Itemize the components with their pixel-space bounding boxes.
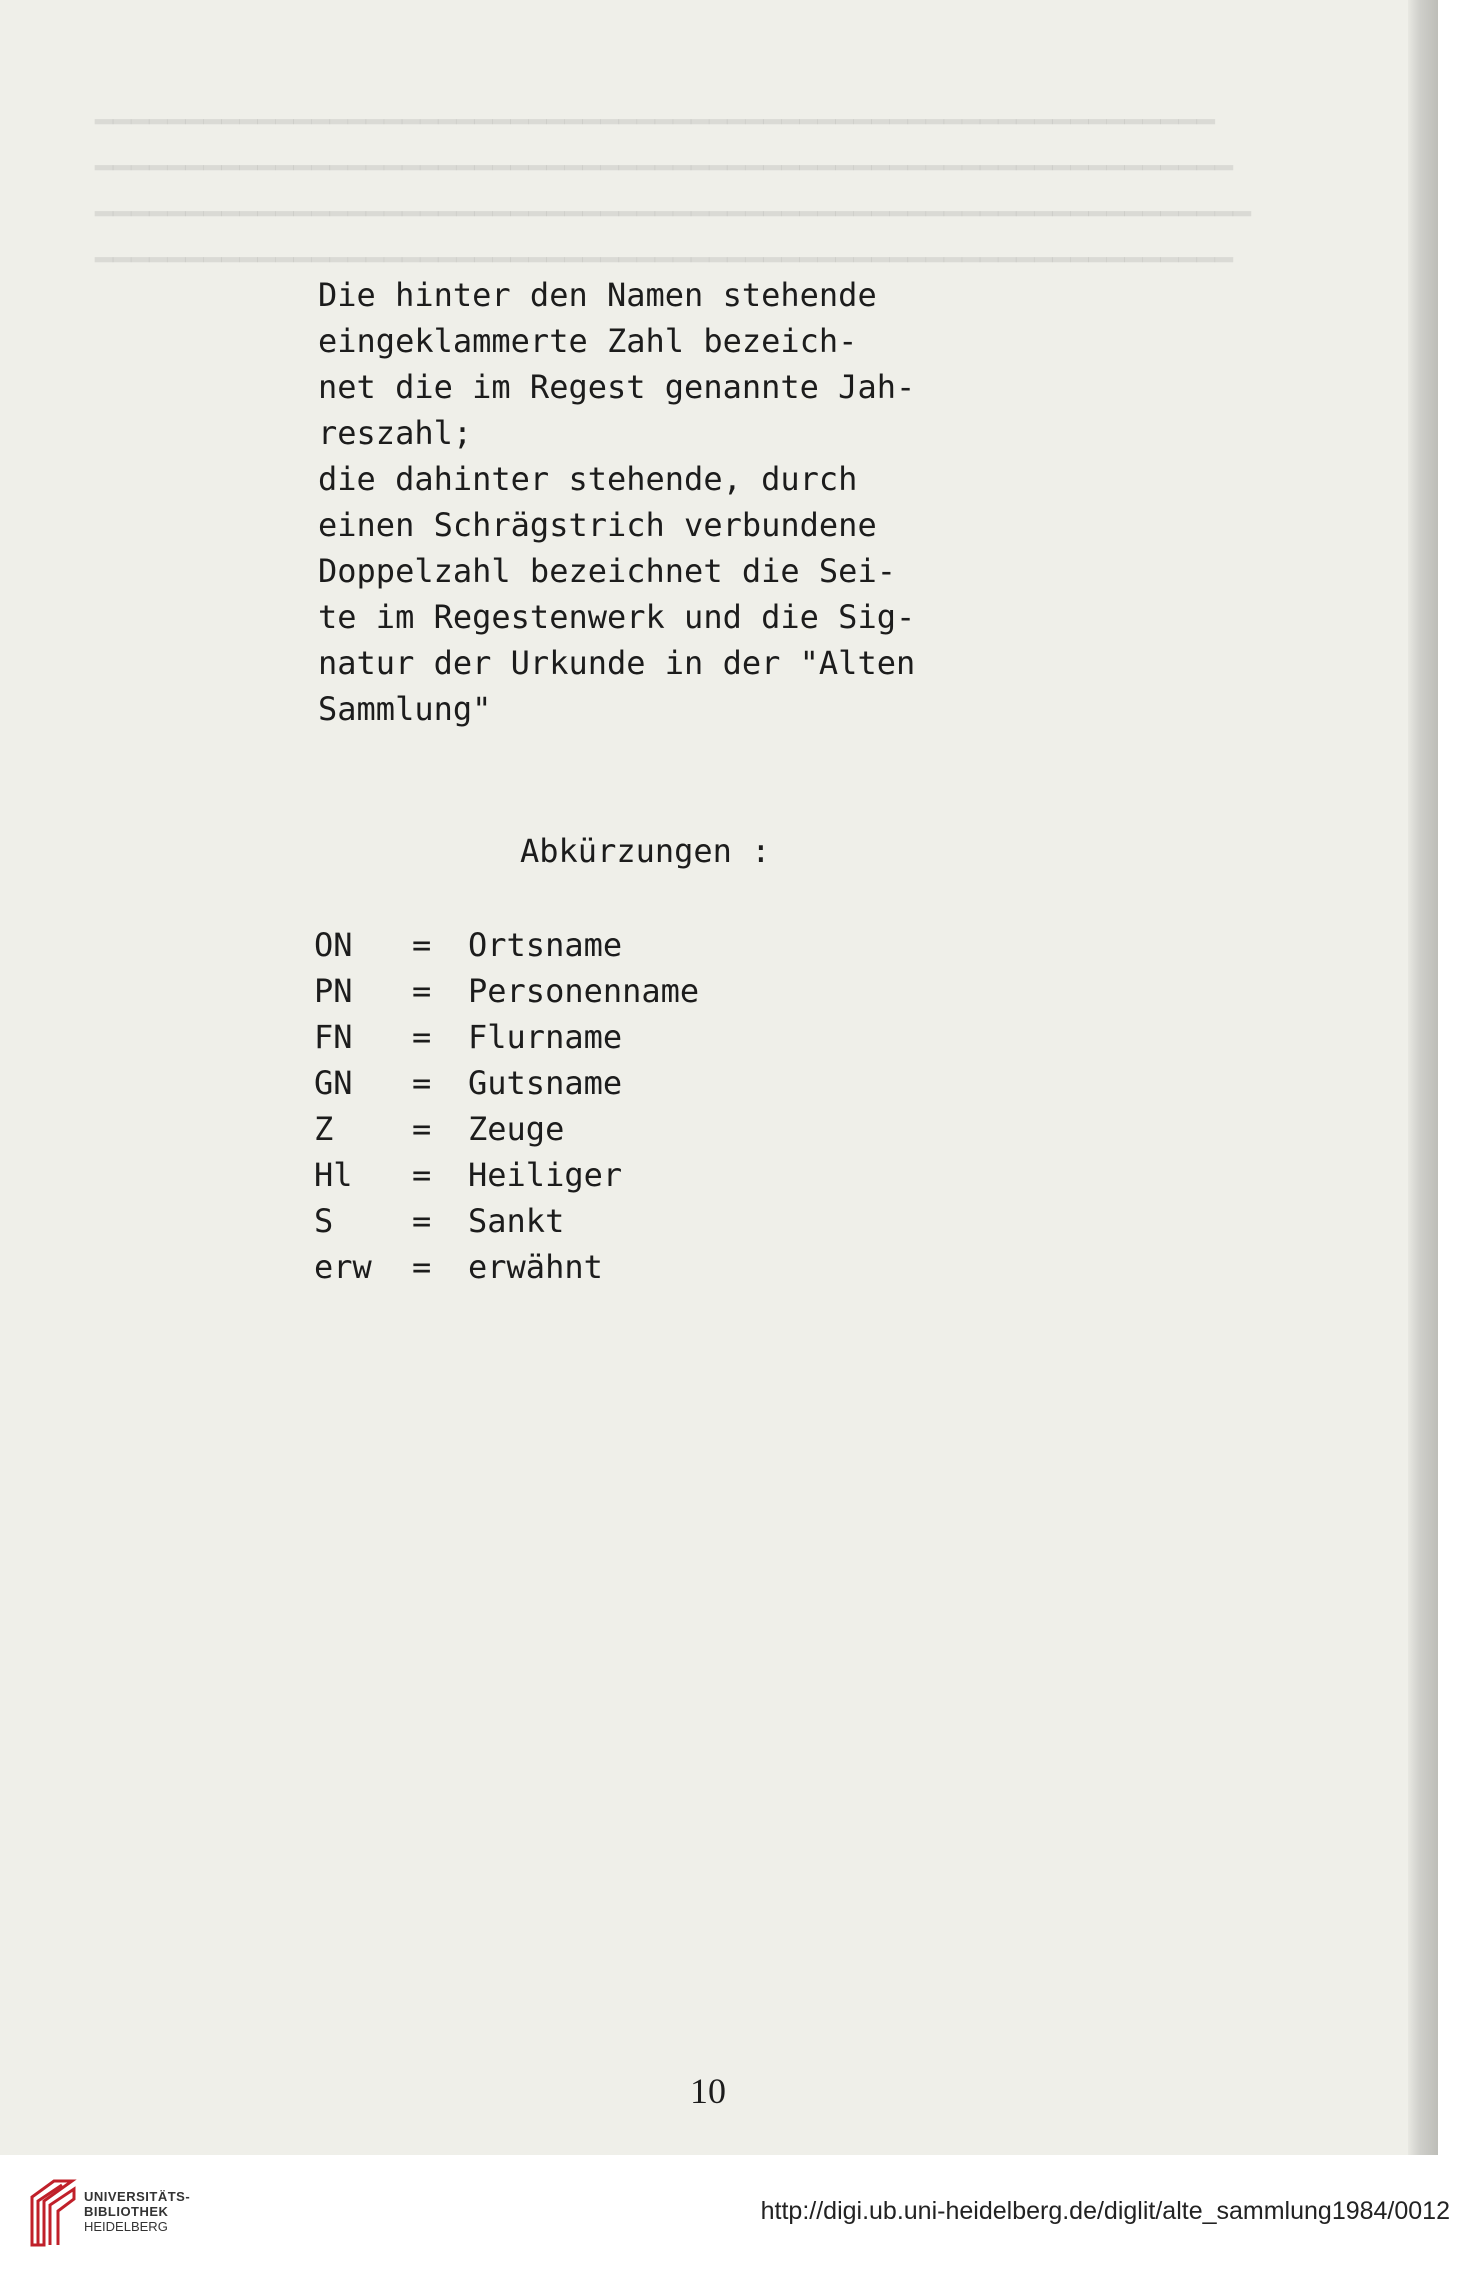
abbreviation-key: S <box>314 1202 334 1240</box>
explanation-paragraph <box>318 272 915 732</box>
abbreviation-equals: = <box>412 926 432 964</box>
abbreviation-value: Ortsname <box>468 926 623 964</box>
abbreviation-row <box>314 1106 699 1152</box>
abbreviation-row <box>314 1152 699 1198</box>
paragraph-line: natur der Urkunde in der "Alten <box>318 644 916 682</box>
paragraph-line: reszahl; <box>318 414 473 452</box>
abbreviation-equals: = <box>412 1018 432 1056</box>
abbreviation-value: Zeuge <box>468 1110 565 1148</box>
library-name-line: BIBLIOTHEK <box>84 2204 169 2219</box>
abbreviation-value: erwähnt <box>468 1248 603 1286</box>
abbreviation-row <box>314 1060 699 1106</box>
abbreviation-key: erw <box>314 1248 372 1286</box>
page-edge-shadow <box>1408 0 1438 2155</box>
paragraph-line: te im Regestenwerk und die Sig- <box>318 598 916 636</box>
paragraph-line: net die im Regest genannte Jah- <box>318 368 916 406</box>
abbreviation-key: Hl <box>314 1156 353 1194</box>
library-logo-icon <box>24 2175 84 2255</box>
abbreviation-value: Sankt <box>468 1202 565 1240</box>
abbreviation-equals: = <box>412 1156 432 1194</box>
paragraph-line: die dahinter stehende, durch <box>318 460 858 498</box>
paragraph-line: Sammlung" <box>318 690 492 728</box>
abbreviation-equals: = <box>412 972 432 1010</box>
footer-bar <box>0 2155 1468 2272</box>
abbreviation-row <box>314 922 699 968</box>
abbreviation-equals: = <box>412 1064 432 1102</box>
abbreviation-row <box>314 1198 699 1244</box>
abbreviation-row <box>314 968 699 1014</box>
abbreviation-value: Personenname <box>468 972 700 1010</box>
abbreviation-equals: = <box>412 1248 432 1286</box>
paragraph-line: Doppelzahl bezeichnet die Sei- <box>318 552 896 590</box>
paragraph-line: Die hinter den Namen stehende <box>318 276 877 314</box>
abbreviation-row <box>314 1014 699 1060</box>
source-url[interactable]: http://digi.ub.uni-heidelberg.de/diglit/alte_sammlung1984/0012 <box>760 2197 1450 2225</box>
library-name <box>84 2189 190 2234</box>
library-name-line: UNIVERSITÄTS- <box>84 2189 191 2204</box>
bleed-through-text: ━━━━━━━━━━━━━━━━━━━━━━━━━━━━━━━━━━━━━━━━━━━━━━━━━━━━━━━━━━━━━━ ━━━━━━━━━━━━━━━━━━━━━━━━━━━━━━━━━━━━━━━━━━━━━━━━━━━━━━━━━━━━━━━ ━━━━━━━━━━━━━━━━━━━━━━━━━━━━━━━━━━━━━━━━━━━━━━━━━━━━━━━━━━━━━━━━ ━━━━━━━━━━━━━━━━━━━━━━━━━━━━━━━━━━━━━━━━━━━━━━━━━━━━━━━━━━━━━━━ <box>95 106 1251 277</box>
paragraph-line: eingeklammerte Zahl bezeich- <box>318 322 858 360</box>
abbreviation-value: Flurname <box>468 1018 623 1056</box>
abbreviation-key: FN <box>314 1018 353 1056</box>
abbreviation-row <box>314 1244 699 1290</box>
abbreviation-value: Gutsname <box>468 1064 623 1102</box>
abbreviation-equals: = <box>412 1110 432 1148</box>
abbreviation-value: Heiliger <box>468 1156 623 1194</box>
abbreviations-heading: Abkürzungen : <box>520 832 771 870</box>
abbreviation-key: ON <box>314 926 353 964</box>
library-name-line: HEIDELBERG <box>84 2219 168 2234</box>
page-number: 10 <box>690 2071 726 2111</box>
abbreviations-list <box>314 922 699 1290</box>
abbreviation-key: PN <box>314 972 353 1010</box>
abbreviation-key: GN <box>314 1064 353 1102</box>
paragraph-line: einen Schrägstrich verbundene <box>318 506 877 544</box>
abbreviation-key: Z <box>314 1110 334 1148</box>
abbreviation-equals: = <box>412 1202 432 1240</box>
